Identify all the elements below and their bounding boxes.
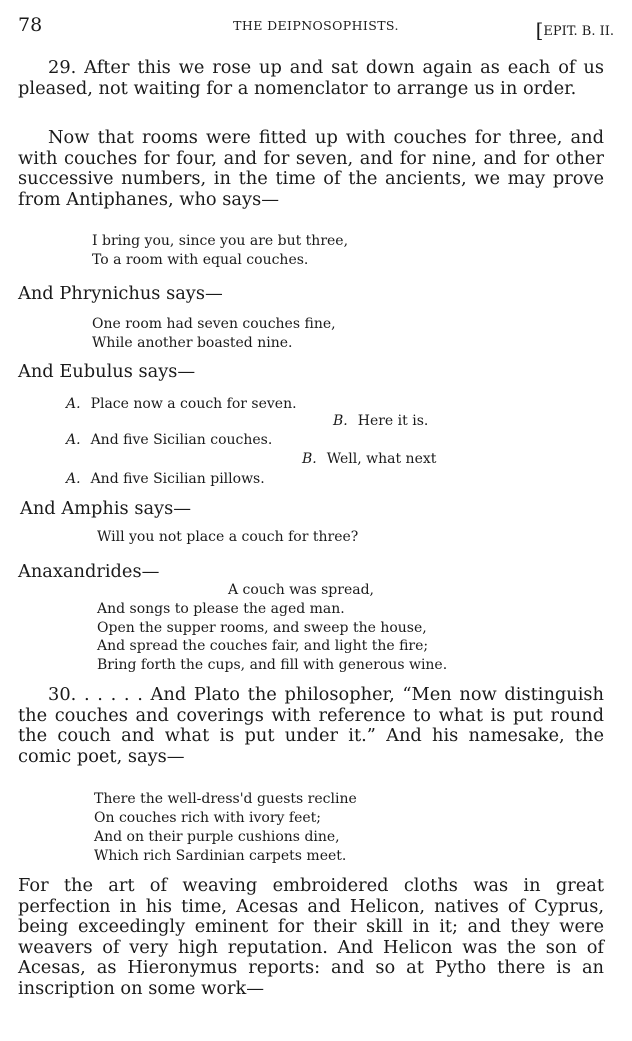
dialogue-line	[302, 451, 436, 468]
verse-line: I bring you, since you are but three,	[92, 233, 349, 249]
dialogue-line	[66, 396, 297, 413]
verse-line: Bring forth the cups, and fill with generous wine.	[97, 657, 448, 673]
verse-line: There the well-dress'd guests recline	[94, 791, 357, 807]
verse-line: Will you not place a couch for three?	[97, 529, 359, 545]
bracket-glyph: [	[535, 18, 544, 42]
dialogue-line	[66, 432, 272, 449]
verse-line: On couches rich with ivory feet;	[94, 810, 322, 826]
verse-line: Open the supper rooms, and sweep the house,	[97, 620, 427, 636]
dialogue-text: Here it is.	[357, 413, 429, 429]
paragraph-weaving: For the art of weaving embroidered cloths was in great perfection in his time, Acesas and Helicon, natives of Cyprus, being exceedingly eminent for their skill in it; and they were weavers of very high reputation. And Helicon was the son of Acesas, as Hieronymus reports: and so at Pytho there is an inscription on some work—	[18, 875, 604, 999]
verse-line: While another boasted nine.	[92, 335, 293, 351]
speaker-label: B.	[302, 451, 317, 467]
section-reference	[536, 16, 614, 40]
page-number: 78	[18, 14, 43, 36]
paragraph-29: 29. After this we rose up and sat down again as each of us pleased, not waiting for a nomenclator to arrange us in order.	[18, 57, 604, 99]
phrynichus-intro: And Phrynichus says—	[18, 283, 223, 304]
eubulus-intro: And Eubulus says—	[18, 361, 196, 382]
dialogue-text: Place now a couch for seven.	[90, 396, 297, 412]
verse-line: And on their purple cushions dine,	[94, 829, 340, 845]
verse-line: One room had seven couches fine,	[92, 316, 336, 332]
speaker-label: A.	[66, 396, 81, 412]
speaker-label: B.	[333, 413, 348, 429]
dialogue-text: Well, what next	[326, 451, 437, 467]
paragraph-30: 30. . . . . . And Plato the philosopher, “Men now distinguish the couches and coverings with reference to what is put round the couch and what is put under it.” And his namesake, the comic poet, says—	[18, 684, 604, 767]
running-header	[18, 14, 614, 42]
speaker-label: A.	[66, 432, 81, 448]
verse-line: And spread the couches fair, and light the fire;	[97, 638, 429, 654]
amphis-intro: And Amphis says—	[20, 498, 192, 519]
verse-line: A couch was spread,	[228, 582, 375, 598]
verse-line: Which rich Sardinian carpets meet.	[94, 848, 347, 864]
verse-line: And songs to please the aged man.	[97, 601, 345, 617]
section-reference-text: EPIT. B. II.	[543, 24, 614, 39]
dialogue-text: And five Sicilian couches.	[90, 432, 273, 448]
paragraph-antiphanes-intro: Now that rooms were fitted up with couches for three, and with couches for four, and for seven, and for nine, and for other successive numbers, in the time of the ancients, we may prove from Antiphanes, who says—	[18, 127, 604, 210]
running-title: THE DEIPNOSOPHISTS.	[233, 18, 399, 33]
dialogue-line	[66, 471, 265, 488]
anaxandrides-intro: Anaxandrides—	[18, 561, 160, 582]
verse-line: To a room with equal couches.	[92, 252, 309, 268]
speaker-label: A.	[66, 471, 81, 487]
dialogue-line	[333, 413, 428, 430]
dialogue-text: And five Sicilian pillows.	[90, 471, 265, 487]
